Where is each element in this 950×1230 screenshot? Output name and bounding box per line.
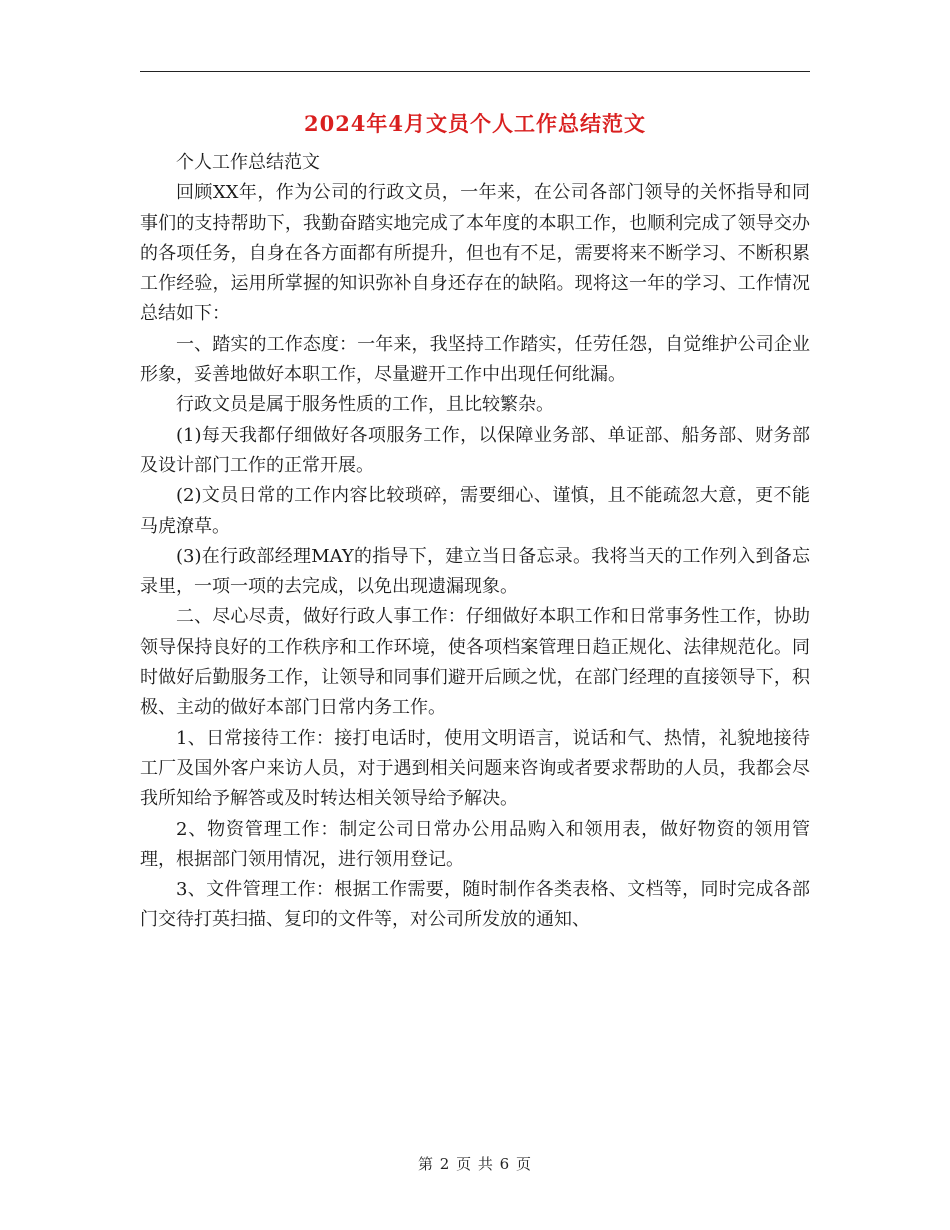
document-title: 2024年4月文员个人工作总结范文 [303,111,647,136]
paragraph-intro: 回顾XX年，作为公司的行政文员，一年来，在公司各部门领导的关怀指导和同事们的支持帮助下，我勤奋踏实地完成了本年度的本职工作，也顺利完成了领导交办的各项任务，自身在各方面都有所提升，但也有不足，需要将来不断学习、不断积累工作经验，运用所掌握的知识弥补自身还存在的缺陷。现将这一年的学习、工作情况总结如下： [140,182,810,325]
page-number: 第 2 页 共 6 页 [418,1155,532,1173]
paragraph-item-3: (3)在行政部经理MAY的指导下，建立当日备忘录。我将当天的工作列入到备忘录里，一项一项的去完成，以免出现遗漏现象。 [140,545,810,598]
header-rule [140,71,810,72]
paragraph-supplies: 2、物资管理工作：制定公司日常办公用品购入和领用表，做好物资的领用管理，根据部门领用情况，进行领用登记。 [140,818,810,870]
paragraph-item-2: (2)文员日常的工作内容比较琐碎，需要细心、谨慎，且不能疏忽大意，更不能马虎潦草。 [140,485,810,537]
paragraph-reception: 1、日常接待工作：接打电话时，使用文明语言，说话和气、热情，礼貌地接待工厂及国外客户来访人员，对于遇到相关问题来咨询或者要求帮助的人员，我都会尽我所知给予解答或及时转达相关领导给予解决。 [140,727,810,810]
paragraph-subtitle: 个人工作总结范文 [176,152,320,173]
paragraph-files: 3、文件管理工作：根据工作需要，随时制作各类表格、文档等，同时完成各部门交待打英扫描、复印的文件等，对公司所发放的通知、 [140,879,810,931]
document-body [140,148,810,936]
paragraph-item-1: (1)每天我都仔细做好各项服务工作，以保障业务部、单证部、船务部、财务部及设计部门工作的正常开展。 [140,424,810,476]
paragraph-section-2: 二、尽心尽责，做好行政人事工作：仔细做好本职工作和日常事务性工作，协助领导保持良好的工作秩序和工作环境，使各项档案管理日趋正规化、法律规范化。同时做好后勤服务工作，让领导和同事们避开后顾之忧，在部门经理的直接领导下，积极、主动的做好本部门日常内务工作。 [140,606,810,719]
paragraph: 行政文员是属于服务性质的工作，且比较繁杂。 [176,394,554,416]
paragraph-section-1: 一、踏实的工作态度：一年来，我坚持工作踏实，任劳任怨，自觉维护公司企业形象，妥善地做好本职工作，尽量避开工作中出现任何纰漏。 [140,333,810,386]
